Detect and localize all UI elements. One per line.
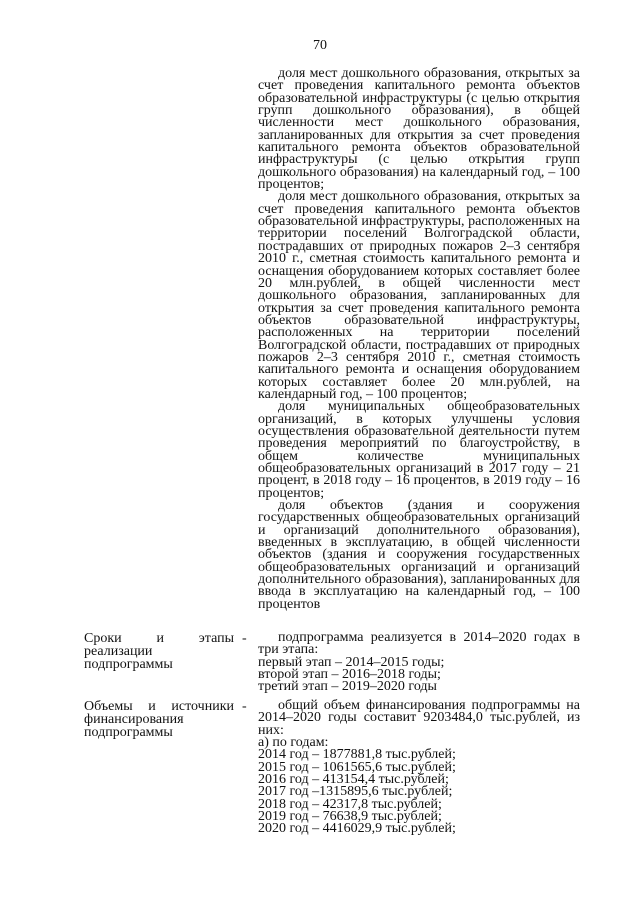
funding-year-item: 2017 год –1315895,6 тыс.рублей; bbox=[258, 784, 453, 800]
funding-year-item: 2020 год – 4416029,9 тыс.рублей; bbox=[258, 821, 456, 837]
funding-content bbox=[258, 700, 580, 836]
funding-label: Объемы и источники финансирования подпрограммы bbox=[84, 699, 234, 740]
stage-item: второй этап – 2016–2018 годы; bbox=[258, 667, 441, 683]
funding-dash: - bbox=[242, 699, 247, 714]
funding-year-item: 2016 год – 413154,4 тыс.рублей; bbox=[258, 772, 449, 788]
funding-year-item: 2019 год – 76638,9 тыс.рублей; bbox=[258, 809, 442, 825]
indicator-paragraph-1: доля мест дошкольного образования, открытых за счет проведения капитального ремонта объектов образовательной инфраструктуры (с целью открытия групп дошкольного образования), в общей численности мест дошкольного образования, запланированных для открытия за счет проведения капитального ремонта объектов образовательной инфраструктуры (с целью открытия групп дошкольного образования) на календарный год, – 100 процентов; bbox=[258, 66, 580, 193]
indicators-content bbox=[258, 68, 580, 611]
page-number: 70 bbox=[313, 38, 327, 53]
funding-subheading: а) по годам: bbox=[258, 735, 329, 751]
indicator-paragraph-4: доля объектов (здания и сооружения государственных общеобразовательных организаций и организаций дополнительного образования), введенных в эксплуатацию, в общей численности объектов (здания и сооружения государственных общеобразовательных организаций и организаций дополнительного образования), запланированных для ввода в эксплуатацию на календарный год, – 100 процентов bbox=[258, 498, 580, 612]
stage-item: третий этап – 2019–2020 годы bbox=[258, 679, 437, 695]
terms-label: Сроки и этапы реализации подпрограммы bbox=[84, 631, 234, 672]
terms-intro: подпрограмма реализуется в 2014–2020 годах в три этапа: bbox=[258, 630, 580, 658]
indicator-paragraph-3: доля муниципальных общеобразовательных организаций, в которых улучшены условия осуществления образовательной деятельности путем проведения мероприятий по благоустройству, в общем количестве муниципальных общеобразовательных организаций в 2017 году – 21 процент, в 2018 году – 16 процентов, в 2019 году – 16 процентов; bbox=[258, 399, 580, 501]
funding-year-item: 2014 год – 1877881,8 тыс.рублей; bbox=[258, 747, 456, 763]
indicator-paragraph-2: доля мест дошкольного образования, открытых за счет проведения капитального ремонта объектов образовательной инфраструктуры, расположенных на территории поселений Волгоградской области, пострадавших от природных пожаров 2–3 сентября 2010 г., сметная стоимость капитального ремонта и оснащения оборудованием которых составляет более 20 млн.рублей, в общей численности мест дошкольного образования, запланированных для открытия за счет проведения капитального ремонта объектов образовательной инфраструктуры, расположенных на территории поселений Волгоградской области, пострадавших от природных пожаров 2–3 сентября 2010 г., сметная стоимость капитального ремонта и оснащения оборудованием которых составляет более 20 млн.рублей, на календарный год, – 100 процентов; bbox=[258, 189, 580, 402]
stage-item: первый этап – 2014–2015 годы; bbox=[258, 654, 445, 670]
funding-year-item: 2018 год – 42317,8 тыс.рублей; bbox=[258, 796, 442, 812]
terms-content bbox=[258, 632, 580, 694]
funding-intro: общий объем финансирования подпрограммы на 2014–2020 годы составит 9203484,0 тыс.рублей, из них: bbox=[258, 698, 580, 738]
terms-dash: - bbox=[242, 631, 247, 646]
funding-year-item: 2015 год – 1061565,6 тыс.рублей; bbox=[258, 759, 456, 775]
